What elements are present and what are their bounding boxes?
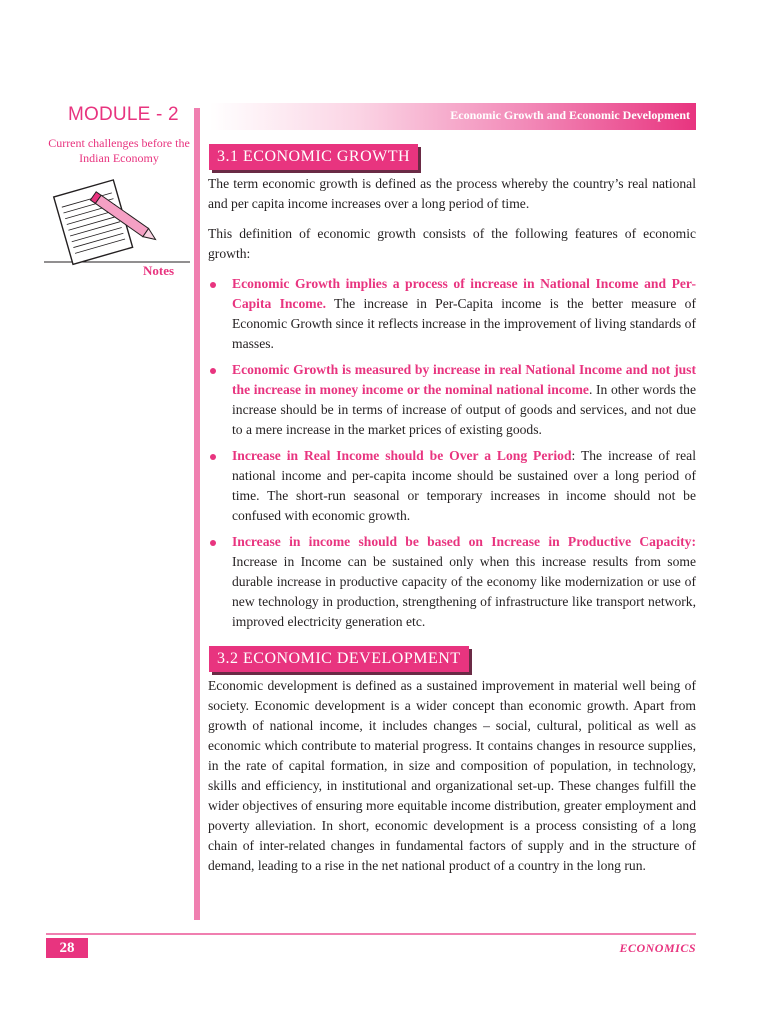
list-item-text: The increase in Per-Capita income is the better measure of Economic Growth since it reflects increase in the improvement of living standards of masses. [232,296,696,351]
section-heading-economic-development: 3.2 ECONOMIC DEVELOPMENT [209,646,469,672]
paragraph: This definition of economic growth consists of the following features of economic growth: [208,226,696,261]
list-item [208,446,696,526]
module-label: MODULE - 2 [68,104,179,125]
section-economic-growth-body [208,174,696,638]
list-item-highlight: Increase in income should be based on Increase in Productive Capacity: [232,534,696,549]
bullet-icon [210,282,216,288]
bullet-icon [210,368,216,374]
page-number: 28 [46,938,88,958]
list-item-highlight: Economic Growth is measured by increase in real National Income and not just the increase in money income or the nominal national income [232,362,696,397]
margin-divider [194,108,200,920]
footer-brand: ECONOMICS [619,941,696,955]
notepad-with-pencil-icon [40,172,190,272]
paragraph: The term economic growth is defined as the process whereby the country’s real national and per capita income increases over a long period of time. [208,176,696,211]
list-item-text: . In other words the increase should be in terms of increase of output of goods and services, and not due to a mere increase in the market prices of existing goods. [232,382,696,437]
feature-list [208,274,696,632]
list-item-text: Increase in Income can be sustained only when this increase results from some durable increase in productive capacity of the economy like modernization or use of new technology in production, strengthening of infrastructure like transport network, improved electricity generation etc. [232,554,696,629]
bullet-icon [210,454,216,460]
list-item-highlight: Economic Growth implies a process of increase in National Income and Per-Capita Income. [232,276,696,311]
list-item [208,532,696,632]
bullet-icon [210,540,216,546]
section-economic-development-body [208,676,696,876]
list-item-text: : The increase of real national income and per-capita income should be sustained over a long period of time. The short-run seasonal or temporary increases in income should not be confused with economic growth. [232,448,696,523]
footer-rule [46,933,696,935]
list-item-highlight: Increase in Real Income should be Over a Long Period [232,448,572,463]
notes-label: Notes [143,263,175,278]
section-heading-economic-growth: 3.1 ECONOMIC GROWTH [209,144,418,170]
module-subtitle: Current challenges before the Indian Economy [48,136,190,165]
running-header-title: Economic Growth and Economic Development [450,108,690,122]
list-item [208,360,696,440]
list-item [208,274,696,354]
paragraph: Economic development is defined as a sustained improvement in material well being of society. Economic development is a wider concept than economic growth. Apart from growth of national income, it includes changes – social, cultural, political as well as economic which contribute to material progress. It contains changes in resource supplies, in the rate of capital formation, in size and composition of population, in technology, skills and efficiency, in institutional and organizational set-up. These changes fulfill the wider objectives of ensuring more equitable income distribution, greater employment and poverty alleviation. In short, economic development is a process consisting of a long chain of inter-related changes in fundamental factors of supply and in the structure of demand, leading to a rise in the net national product of a country in the long run. [208,678,696,873]
